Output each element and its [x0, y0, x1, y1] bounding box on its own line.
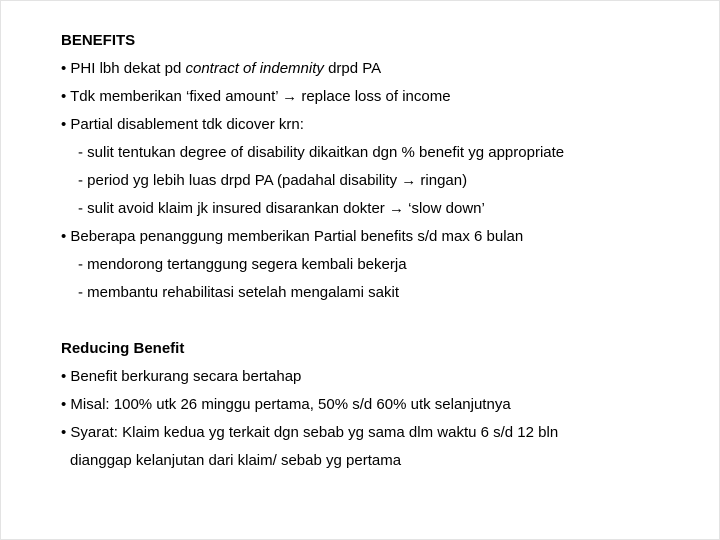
text-segment: • Syarat: Klaim kedua yg terkait dgn sebab yg sama dlm waktu 6 s/d 12 bln [61, 424, 559, 441]
text-segment: • Misal: 100% utk 26 minggu pertama, 50% s/d 60% utk selanjutnya [61, 396, 511, 413]
slide-section [61, 27, 691, 307]
section-heading: BENEFITS [61, 32, 136, 49]
text-segment: - sulit tentukan degree of disability dikaitkan dgn % benefit yg appropriate [78, 144, 565, 161]
bullet-line [61, 363, 691, 391]
slide-content [1, 1, 719, 475]
text-segment: dianggap kelanjutan dari klaim/ sebab yg pertama [70, 452, 402, 469]
text-segment: • Beberapa penanggung memberikan Partial benefits s/d max 6 bulan [61, 228, 524, 245]
bullet-line [61, 391, 691, 419]
text-segment: contract of indemnity [185, 60, 324, 77]
sub-bullet-line [61, 279, 691, 307]
text-segment: - period yg lebih luas drpd PA (padahal disability → ringan) [78, 172, 468, 189]
text-segment: • Tdk memberikan ‘fixed amount’ → replace loss of income [61, 88, 451, 105]
continuation-line [61, 447, 691, 475]
sub-bullet-line [61, 195, 691, 223]
bullet-line [61, 83, 691, 111]
text-segment: - mendorong tertanggung segera kembali bekerja [78, 256, 407, 273]
text-segment: • PHI lbh dekat pd [61, 60, 186, 77]
bullet-line [61, 223, 691, 251]
bullet-line [61, 55, 691, 83]
text-segment: drpd PA [323, 60, 382, 77]
text-segment: - membantu rehabilitasi setelah mengalami sakit [78, 284, 399, 301]
text-segment: • Benefit berkurang secara bertahap [61, 368, 302, 385]
text-segment: • Partial disablement tdk dicover krn: [61, 116, 304, 133]
sub-bullet-line [61, 139, 691, 167]
text-segment: - sulit avoid klaim jk insured disarankan dokter → ‘slow down’ [78, 200, 485, 217]
sub-bullet-line [61, 167, 691, 195]
slide-section [61, 335, 691, 475]
section-heading: Reducing Benefit [61, 340, 185, 357]
bullet-line [61, 419, 691, 447]
sub-bullet-line [61, 251, 691, 279]
bullet-line [61, 111, 691, 139]
